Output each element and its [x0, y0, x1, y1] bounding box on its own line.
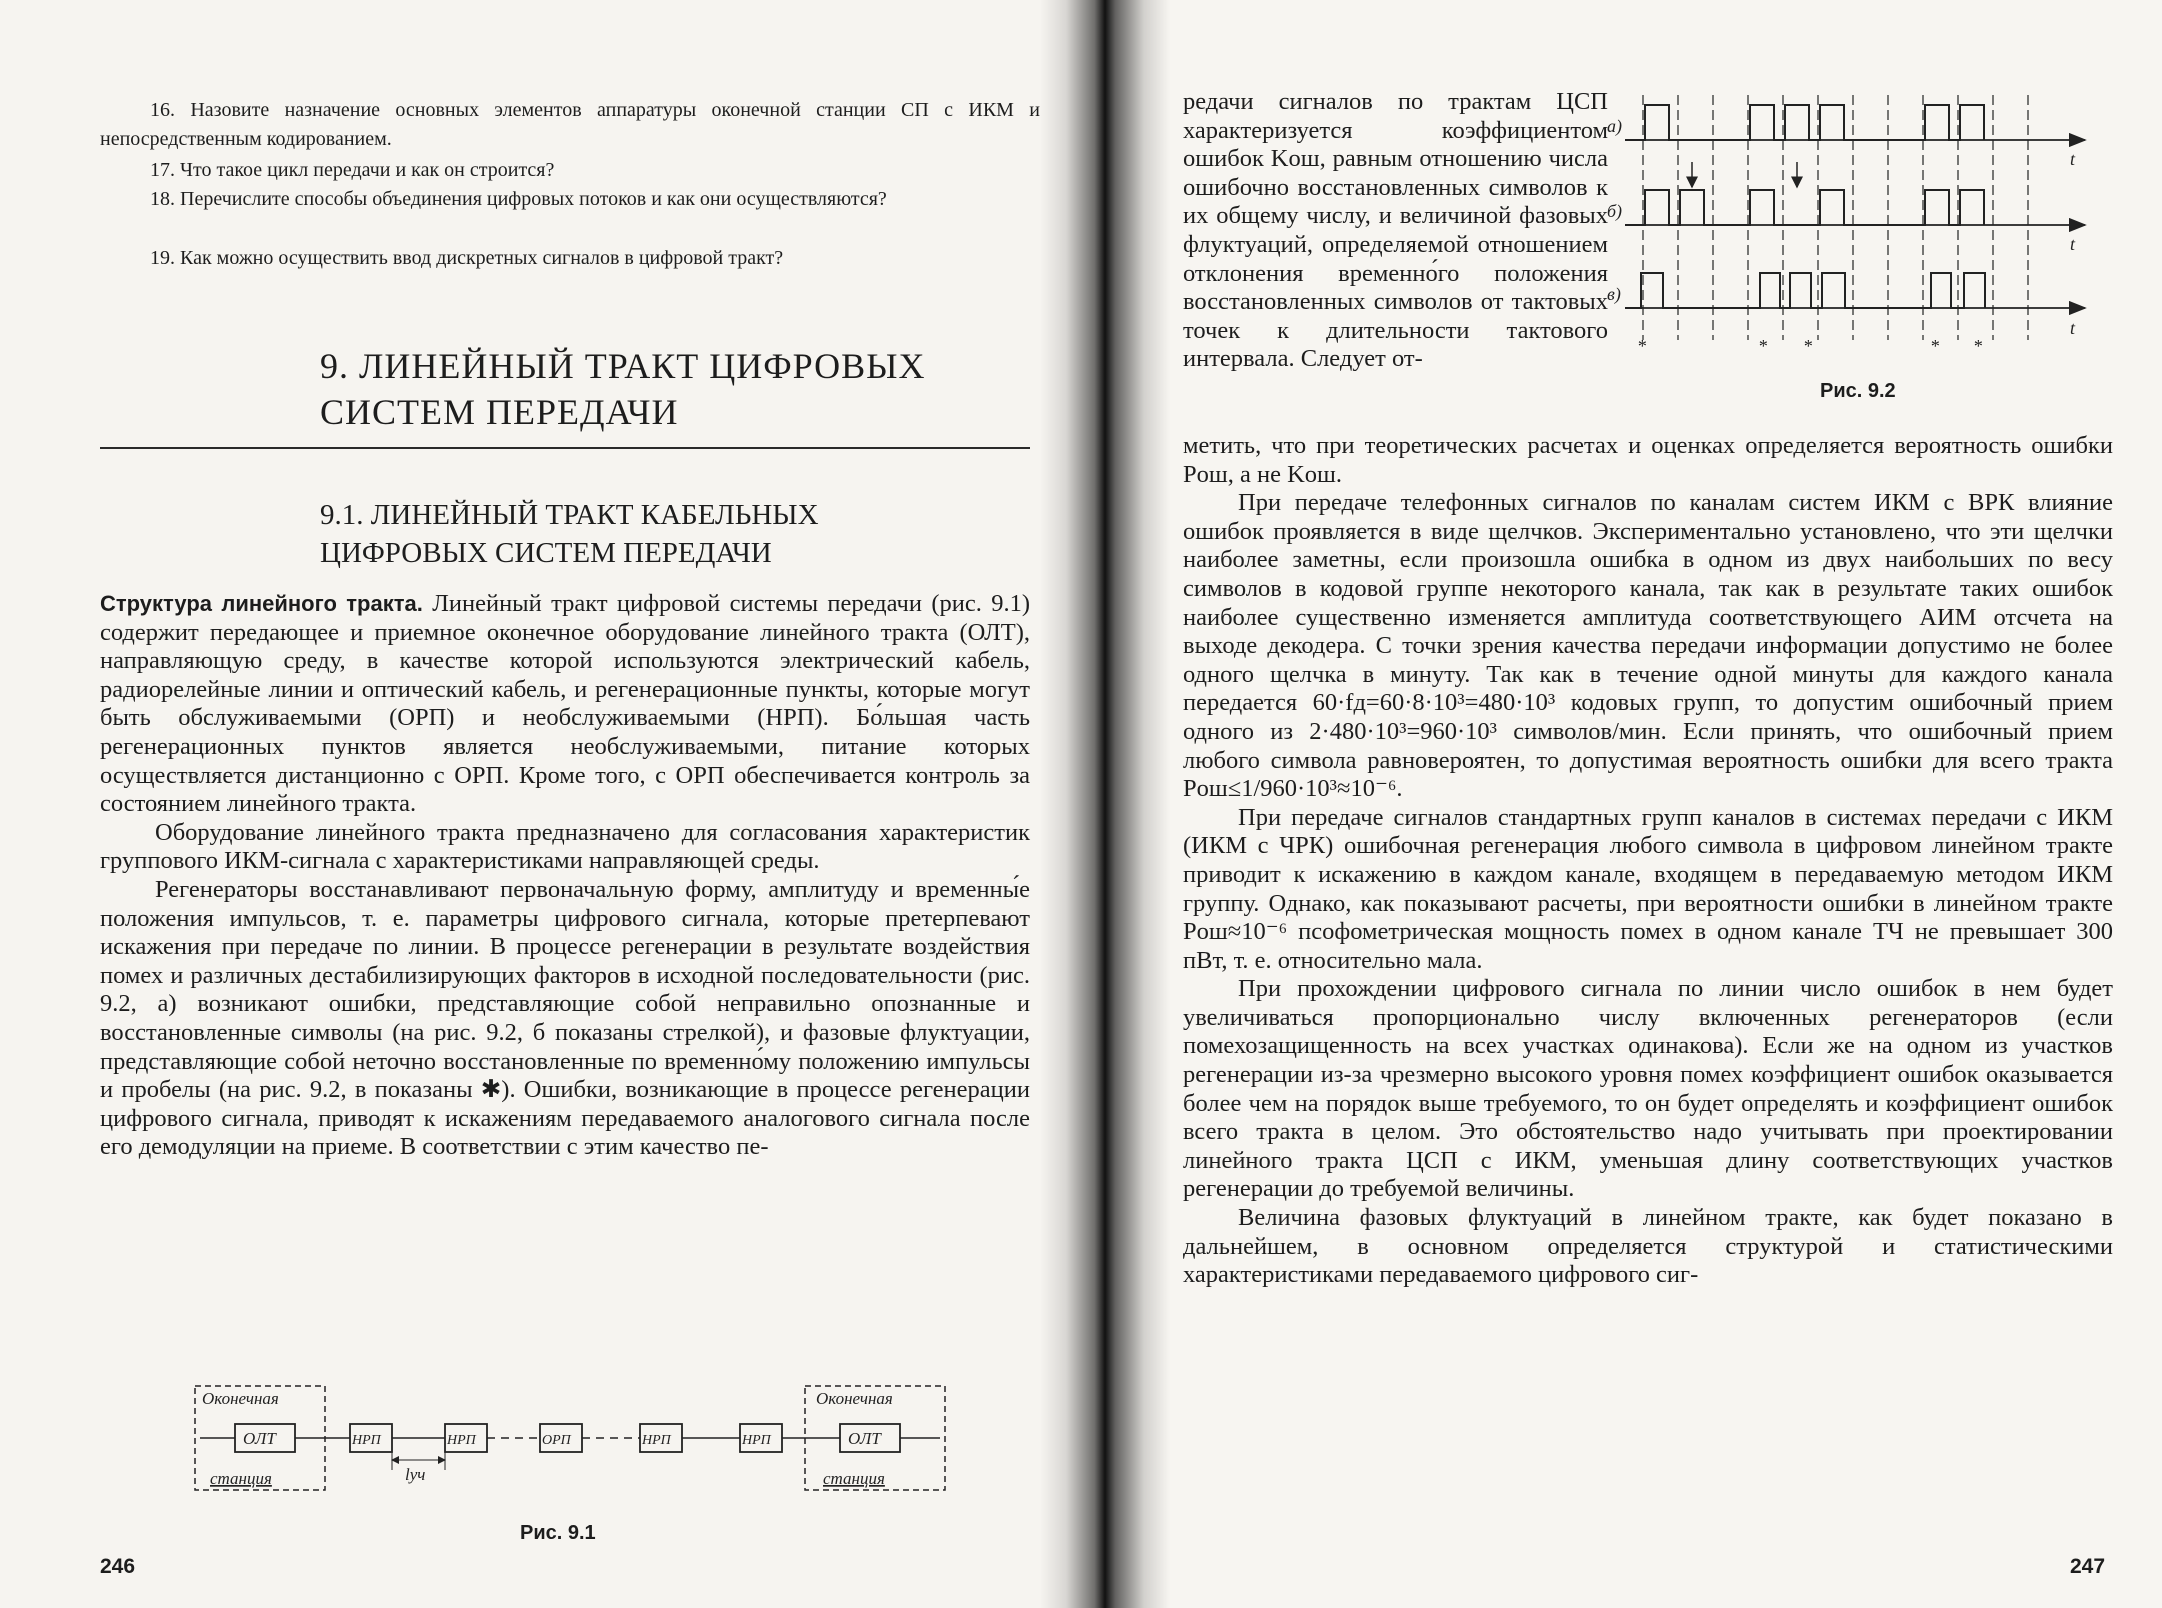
jitter-mark: *: [1803, 336, 1812, 356]
question-16: [100, 96, 1040, 154]
nrp-label: НРП: [447, 1433, 476, 1448]
terminal-label-bottom: станция: [823, 1469, 885, 1488]
row-label-b: б): [1607, 201, 1623, 221]
nrp-label: НРП: [742, 1433, 771, 1448]
right-page: [1080, 0, 2162, 1608]
question-text: Что такое цикл передачи и как он строится?: [180, 159, 555, 181]
terminal-label-top: Оконечная: [816, 1389, 893, 1408]
orp-label: ОРП: [542, 1433, 571, 1448]
row-label-a: а): [1607, 116, 1622, 136]
paragraph: При передаче сигналов стандартных групп каналов в системах передачи с ИКМ (ИКМ с ЧРК) ошибочная регенерация любого символа в цифровом линейном тракте приводит к искажению в каждом канале, входящем в передаваемую методом ИКМ группу. Однако, как показывают расчеты, при вероятности ошибки в линейном тракте Pош≈10⁻⁶ псофометрическая мощность помех в одном канале ТЧ не превышает 300 пВт, т. е. относительно мала.: [1183, 803, 2113, 974]
jitter-mark: *: [1758, 336, 1767, 356]
section-title-line: ЦИФРОВЫХ СИСТЕМ ПЕРЕДАЧИ: [320, 537, 772, 569]
paragraph-text: Линейный тракт цифровой системы передачи (рис. 9.1) содержит передающее и приемное оконечное оборудование линейного тракта (ОЛТ), направляющую среду, в качестве которой используются электрический кабель, радиорелейные линии и оптический кабель, и регенерационные пункты, которые могут быть обслуживаемыми (ОРП) и необслуживаемыми (НРП). Бо́льшая часть регенерационных пунктов является необслуживаемыми, питание которых осуществляется дистанционно с ОРП. Кроме того, с ОРП обеспечивается контроль за состоянием линейного тракта.: [100, 590, 1031, 818]
right-top-text: [1183, 88, 1608, 374]
paragraph: [100, 590, 1030, 819]
jitter-mark: *: [1973, 336, 1982, 356]
nrp-label: НРП: [642, 1433, 671, 1448]
chapter-title: [320, 343, 926, 435]
question-number: 16.: [150, 99, 175, 121]
olt-label: ОЛТ: [243, 1429, 276, 1448]
question-19: [100, 244, 1040, 273]
terminal-label-bottom: станция: [210, 1469, 272, 1488]
axis-label: t: [2070, 149, 2076, 169]
pulse-train-b: [1625, 190, 1984, 225]
book-spine-shadow: [1040, 0, 1170, 1608]
paragraph: Регенераторы восстанавливают первоначальную форму, амплитуду и временны́е положения импульсов, т. е. параметры цифрового сигнала, которые претерпевают искажения при передаче по линии. В процессе регенерации в результате воздействия помех и различных дестабилизирующих факторов в исходной последовательности (рис. 9.2, а) возникают ошибки, представляющие собой неправильно опознанные и восстановленные символы (на рис. 9.2, б показаны стрелкой), и фазовые флуктуации, представляющие собой неточно восстановленные по временно́му положению импульсы и пробелы (на рис. 9.2, в показаны ✱). Ошибки, возникающие в процессе регенерации цифрового сигнала, приводят к искажениям передаваемого аналогового сигнала после его демодуляции на приеме. В соответствии с этим качество пе-: [100, 875, 1030, 1161]
question-text: Как можно осуществить ввод дискретных сигналов в цифровой тракт?: [180, 247, 784, 269]
figure-9-1-caption: Рис. 9.1: [520, 1522, 596, 1544]
question-18: [100, 185, 1040, 214]
jitter-mark: *: [1930, 336, 1939, 356]
terminal-label-top: Оконечная: [202, 1389, 279, 1408]
question-text: Назовите назначение основных элементов аппаратуры оконечной станции СП с ИКМ и непосредственным кодированием.: [100, 99, 1040, 150]
question-text: Перечислите способы объединения цифровых потоков и как они осуществляются?: [180, 188, 887, 210]
axis-label: t: [2070, 234, 2076, 254]
left-body-text: [100, 590, 1030, 1162]
jitter-mark: *: [1637, 336, 1646, 356]
page-number: 246: [100, 1555, 136, 1578]
runin-heading: Структура линейного тракта.: [100, 591, 423, 616]
section-title: [320, 496, 819, 572]
paragraph: метить, что при теоретических расчетах и оценках определяется вероятность ошибки Pош, а не Kош.: [1183, 432, 2113, 488]
figure-9-2-caption: Рис. 9.2: [1820, 380, 1896, 402]
pulse-train-c: [1625, 273, 1985, 308]
nrp-label: НРП: [352, 1433, 381, 1448]
pulse-train-a: [1625, 105, 1984, 140]
chapter-divider: [100, 447, 1030, 449]
paragraph: Оборудование линейного тракта предназначено для согласования характеристик группового ИКМ-сигнала с характеристиками направляющей среды.: [100, 818, 1030, 875]
clock-gridlines: [1643, 95, 2028, 340]
span-label: lуч: [405, 1465, 426, 1484]
question-number: 19.: [150, 247, 175, 269]
paragraph: редачи сигналов по трактам ЦСП характеризуется коэффициентом ошибок Kош, равным отношению числа ошибочно восстановленных символов к их общему числу, и величиной фазовых флуктуаций, определяемой отношением отклонения временно́го положения восстановленных символов от тактовых точек к длительности тактового интервала. Следует от-: [1183, 88, 1608, 373]
figure-9-1-diagram: [180, 1380, 950, 1500]
row-label-c: в): [1607, 284, 1621, 304]
page-number: 247: [2070, 1555, 2106, 1578]
olt-label: ОЛТ: [848, 1429, 881, 1448]
question-17: [100, 156, 1040, 185]
right-body-text: [1183, 432, 2113, 1290]
question-number: 18.: [150, 188, 175, 210]
chapter-title-line: 9. ЛИНЕЙНЫЙ ТРАКТ ЦИФРОВЫХ: [320, 346, 926, 386]
figure-9-2-diagram: [1607, 90, 2095, 360]
paragraph: Величина фазовых флуктуаций в линейном тракте, как будет показано в дальнейшем, в основном определяется структурой и статистическими характеристиками передаваемого цифрового сиг-: [1183, 1204, 2113, 1289]
paragraph: При передаче телефонных сигналов по каналам систем ИКМ с ВРК влияние ошибок проявляется в виде щелчков. Экспериментально установлено, что эти щелчки наиболее заметны, если произошла ошибка в одном из двух наибольших по весу символов в кодовой группе некоторого канала, так как в результате таких ошибок наиболее существенно изменяется амплитуда соответствующего АИМ отсчета на выходе декодера. С точки зрения качества передачи информации допустимо не более одного щелчка в минуту. Так как в течение одной минуты для каждого канала передается 60·fд=60·8·10³=480·10³ кодовых групп, то допустим ошибочный прием одного из 2·480·10³=960·10³ символов/мин. Если принять, что ошибочный прием любого символа равновероятен, то допустимая вероятность ошибки для всего тракта Pош≤1/960·10³≈10⁻⁶.: [1183, 489, 2113, 803]
axis-label: t: [2070, 318, 2076, 338]
section-title-line: 9.1. ЛИНЕЙНЫЙ ТРАКТ КАБЕЛЬНЫХ: [320, 499, 819, 531]
question-number: 17.: [150, 159, 175, 181]
chapter-title-line: СИСТЕМ ПЕРЕДАЧИ: [320, 392, 679, 432]
left-page: [0, 0, 1080, 1608]
paragraph: При прохождении цифрового сигнала по линии число ошибок в нем будет увеличиваться пропорционально числу включенных регенераторов (если помехозащищенность на всех участках одинакова). Если же на одном из участков регенерации из-за чрезмерно высокого уровня помех коэффициент ошибок оказывается более чем на порядок выше требуемого, то он будет определять и коэффициент ошибок всего тракта в целом. Это обстоятельство надо учитывать при проектировании линейного тракта ЦСП с ИКМ, уменьшая длину соответствующих участков регенерации до требуемой величины.: [1183, 975, 2113, 1203]
